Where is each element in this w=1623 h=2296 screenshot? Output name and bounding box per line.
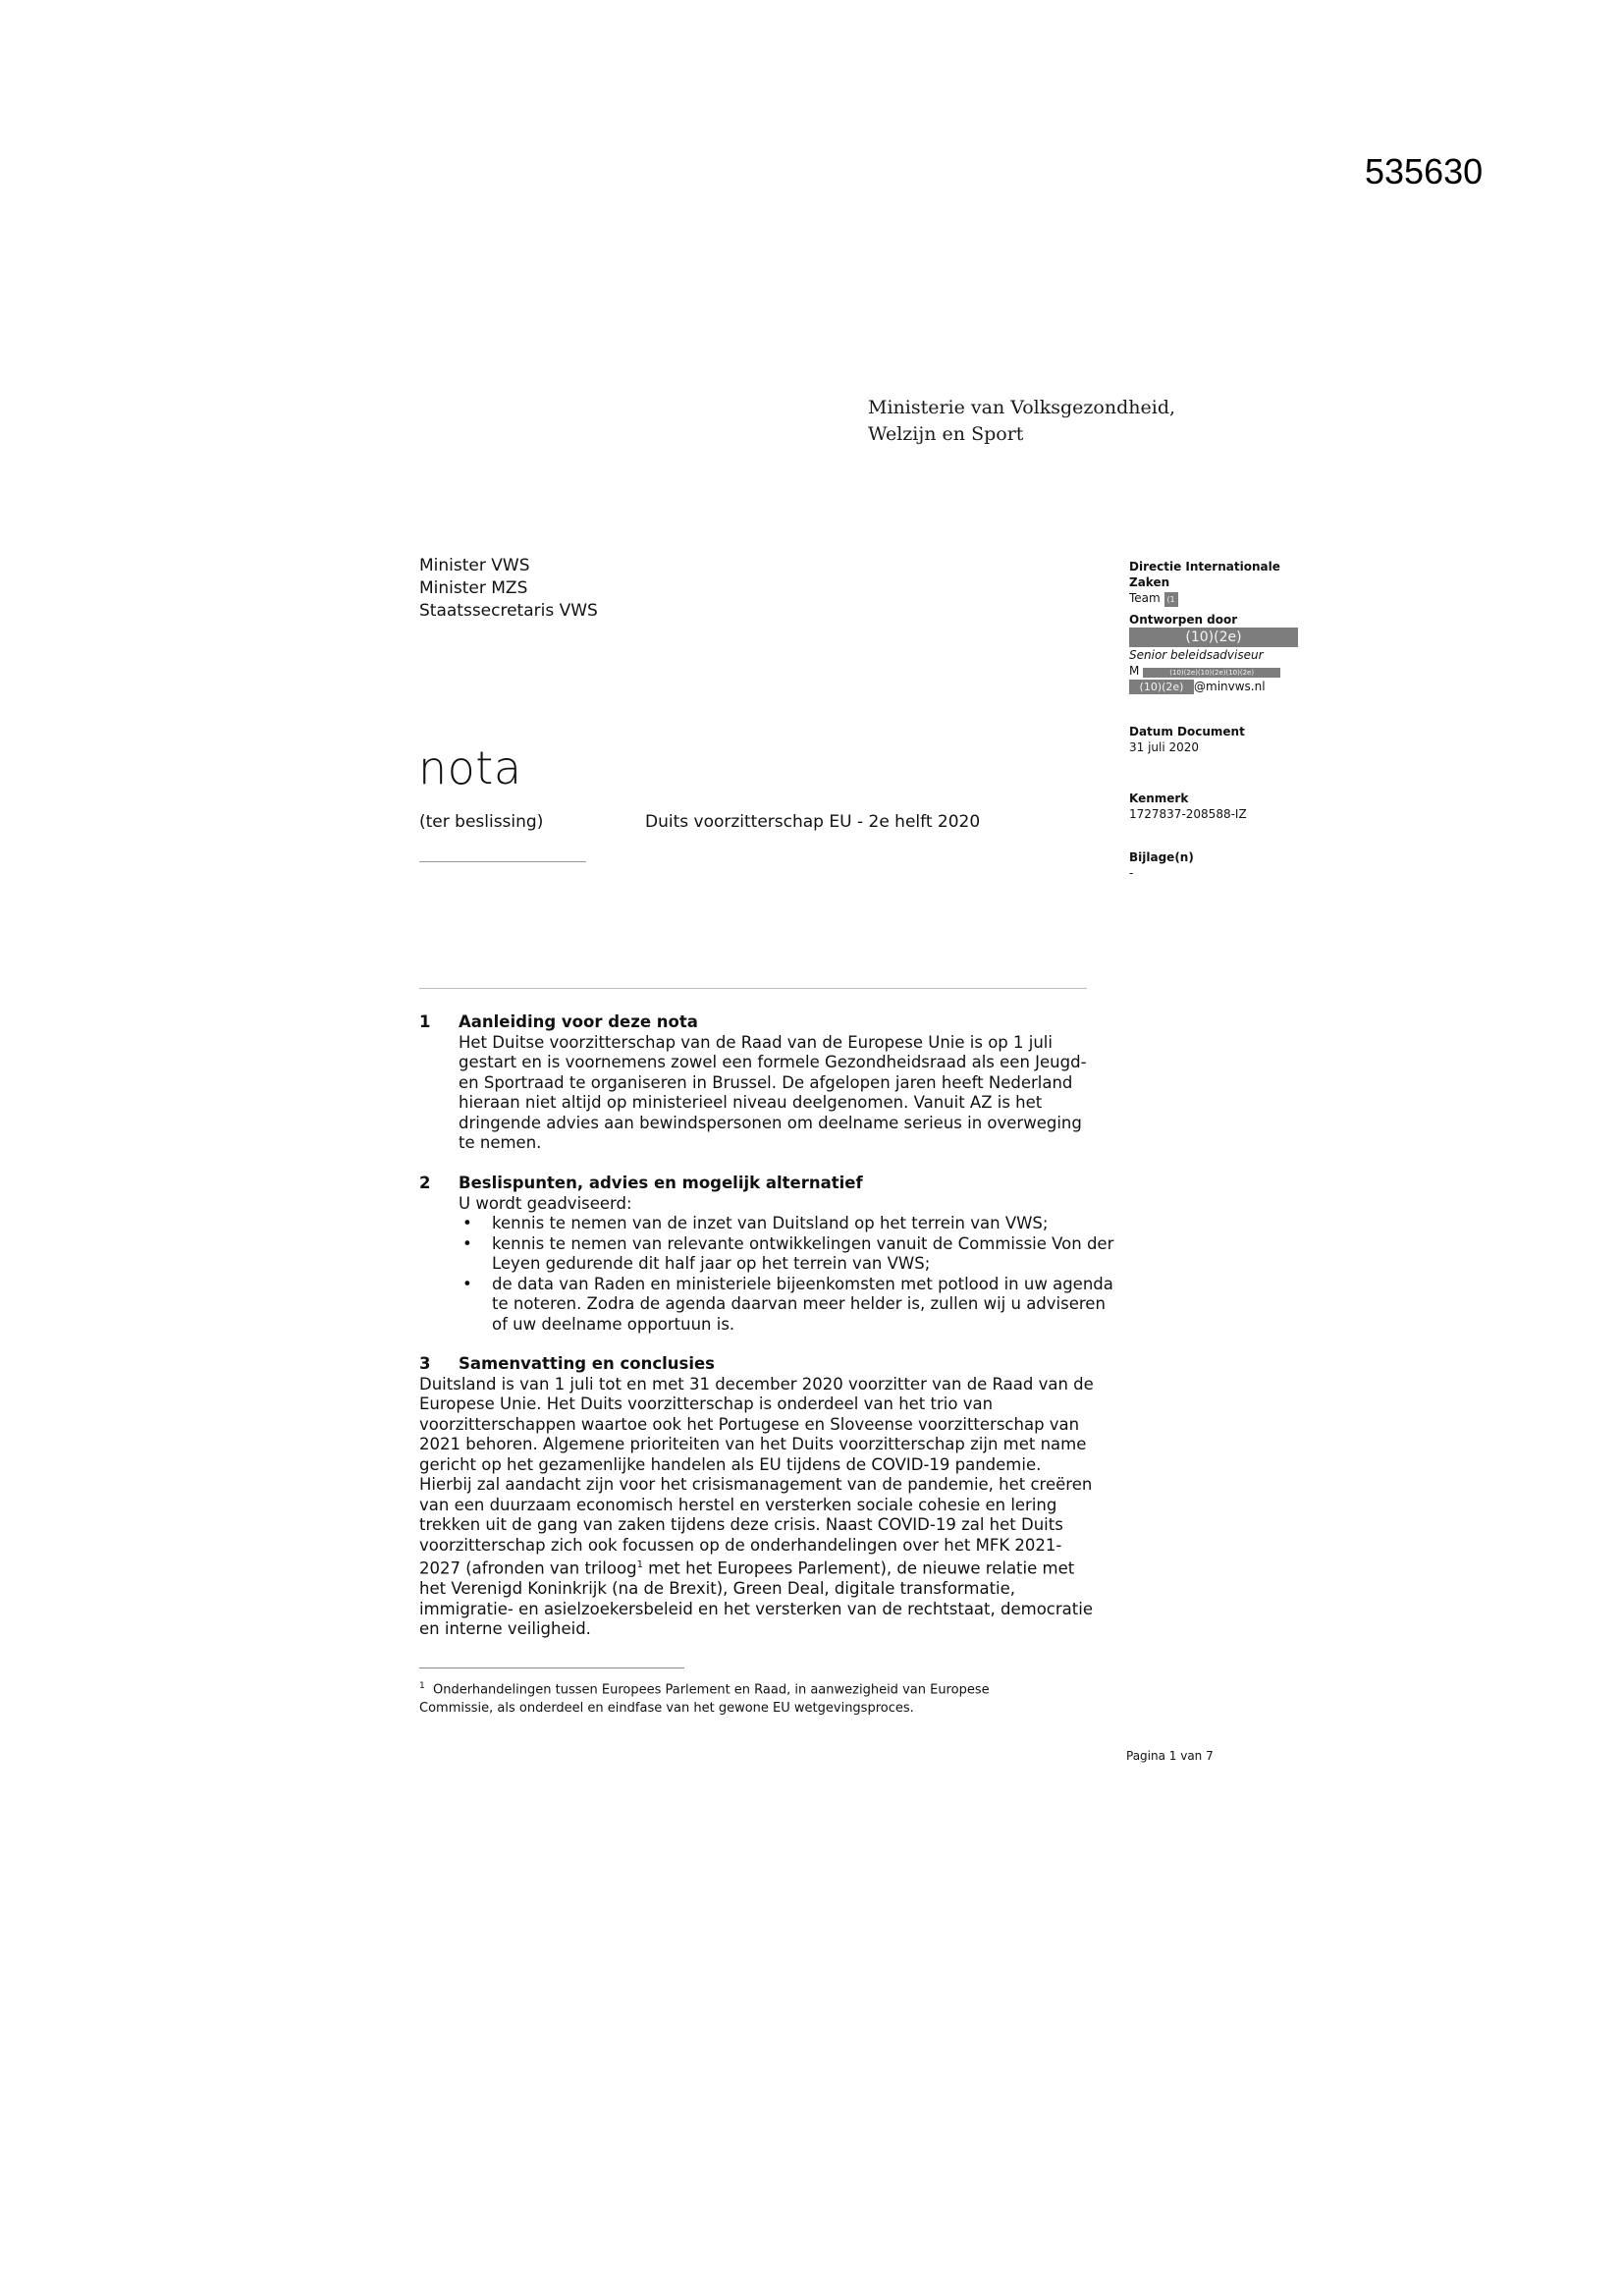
section-body	[459, 1194, 1116, 1336]
footnote-line	[419, 1677, 1107, 1699]
role-label: Senior beleidsadviseur	[1129, 648, 1264, 662]
reference-label: Kenmerk	[1129, 792, 1189, 805]
list-item: • kennis te nemen van de inzet van Duitsland op het terrein van VWS;	[492, 1214, 1116, 1234]
section-number: 1	[419, 1012, 431, 1031]
divider	[419, 861, 586, 862]
ministry-logo-text	[868, 395, 1175, 448]
footnote-divider	[419, 1667, 684, 1668]
text-line: Europese Unie. Het Duits voorzitterschap is onderdeel van het trio van	[419, 1394, 994, 1413]
recipient: Minister VWS	[419, 556, 530, 575]
recipient: Staatssecretaris VWS	[419, 601, 598, 621]
redaction-box: (1	[1164, 592, 1178, 607]
text-line: het Verenigd Koninkrijk (na de Brexit), Green Deal, digitale transformatie,	[419, 1579, 1016, 1598]
team-line	[1129, 590, 1298, 607]
text-line: en interne veiligheid.	[419, 1619, 591, 1638]
ministry-line-1: Ministerie van Volksgezondheid,	[868, 397, 1176, 418]
annex-value: -	[1129, 866, 1134, 880]
text-line: Het Duitse voorzitterschap van de Raad van de Europese Unie is op 1 juli	[459, 1032, 1053, 1052]
section-heading	[419, 1012, 1116, 1033]
text-fragment: met het Europees Parlement), de nieuwe relatie met	[642, 1558, 1075, 1578]
section-heading	[419, 1354, 1116, 1375]
list-item: • de data van Raden en ministeriele bijeenkomsten met potlood in uw agenda te noteren. Zodra de agenda daarvan meer helder is, zullen wij u adviseren of uw deelname opportuun is.	[492, 1275, 1116, 1336]
recipients-block	[419, 555, 598, 623]
section-title: Aanleiding voor deze nota	[459, 1012, 698, 1031]
section-body	[419, 1375, 1116, 1640]
text-line: dringende advies aan bewindspersonen om deelname serieus in overweging	[459, 1113, 1082, 1132]
text-line: voorzitterschappen waartoe ook het Portugese en Sloveense voorzitterschap van	[419, 1414, 1080, 1434]
text-line: immigratie- en asielzoekersbeleid en het versterken van de rechtstaat, democratie	[419, 1599, 1093, 1618]
divider	[419, 988, 1087, 989]
team-label: Team	[1129, 591, 1161, 605]
text-line: 2021 behoren. Algemene prioriteiten van het Duits voorzitterschap zijn met name	[419, 1435, 1087, 1453]
date-label: Datum Document	[1129, 725, 1245, 738]
text-line: te nemen.	[459, 1133, 542, 1152]
phone-line	[1129, 663, 1298, 679]
text-line: gestart en is voornemens zowel een formele Gezondheidsraad als een Jeugd-	[459, 1053, 1087, 1071]
email-line	[1129, 679, 1298, 694]
redaction-box: (10)(2e)	[1129, 628, 1298, 647]
annex-label: Bijlage(n)	[1129, 850, 1194, 864]
recipient: Minister MZS	[419, 578, 528, 598]
document-title: nota	[418, 741, 522, 794]
section-body	[459, 1033, 1116, 1154]
advice-list	[459, 1214, 1116, 1335]
footnote-reference[interactable]: 1	[636, 1559, 643, 1570]
reference-value: 1727837-208588-IZ	[1129, 807, 1247, 821]
footnote-mark: 1	[419, 1681, 425, 1691]
ministry-line-2: Welzijn en Sport	[868, 423, 1024, 445]
sidebar-annex	[1129, 849, 1194, 881]
date-value: 31 juli 2020	[1129, 740, 1200, 754]
section-2	[419, 1174, 1116, 1335]
redaction-box: (10)(2e)	[1129, 680, 1194, 694]
document-number: 535630	[1365, 151, 1484, 191]
text-fragment: 2027 (afronden van triloog	[419, 1558, 637, 1578]
page-indicator: Pagina 1 van 7	[1126, 1749, 1214, 1763]
footnote-line: Commissie, als onderdeel en eindfase van het gewone EU wetgevingsproces.	[419, 1701, 914, 1717]
text-line: van een duurzaam economisch herstel en versterken sociale cohesie en lering	[419, 1495, 1057, 1514]
text-line: voorzitterschap zich ook focussen op de onderhandelingen over het MFK 2021-	[419, 1535, 1062, 1555]
section-title: Samenvatting en conclusies	[459, 1354, 715, 1373]
sidebar-reference	[1129, 791, 1247, 822]
footnote-text: Onderhandelingen tussen Europees Parlement en Raad, in aanwezigheid van Europese	[433, 1682, 990, 1698]
section-number: 3	[419, 1354, 431, 1373]
section-number: 2	[419, 1174, 431, 1192]
text-line: trekken uit de gang van zaken tijdens deze crisis. Naast COVID-19 zal het Duits	[419, 1515, 1063, 1534]
section-title: Beslispunten, advies en mogelijk alternatief	[459, 1174, 863, 1192]
sidebar-date	[1129, 724, 1245, 755]
department-line-1: Directie Internationale	[1129, 560, 1280, 574]
drafted-label: Ontworpen door	[1129, 613, 1238, 627]
department-line-2: Zaken	[1129, 575, 1170, 589]
footnote	[419, 1677, 1107, 1718]
list-item: • kennis te nemen van relevante ontwikkelingen vanuit de Commissie Von der Leyen gedurende dit half jaar op het terrein van VWS;	[492, 1234, 1116, 1275]
text-line	[419, 1556, 1116, 1579]
section-heading	[419, 1174, 1116, 1194]
advice-intro: U wordt geadviseerd:	[459, 1193, 632, 1213]
text-line: gericht op het gezamenlijke handelen als EU tijdens de COVID-19 pandemie.	[419, 1454, 1042, 1474]
email-suffix: @minvws.nl	[1194, 680, 1266, 693]
text-line: Hierbij zal aandacht zijn voor het crisismanagement van de pandemie, het creëren	[419, 1475, 1093, 1494]
section-1	[419, 1012, 1116, 1154]
section-3	[419, 1354, 1116, 1640]
document-type: (ter beslissing)	[419, 812, 544, 832]
text-line: Duitsland is van 1 juli tot en met 31 december 2020 voorzitter van de Raad van de	[419, 1374, 1094, 1394]
phone-label: M	[1129, 664, 1140, 678]
text-line: en Sportraad te organiseren in Brussel. De afgelopen jaren heeft Nederland	[459, 1072, 1073, 1092]
sidebar-department	[1129, 559, 1298, 694]
text-line: hieraan niet altijd op ministerieel niveau deelgenomen. Vanuit AZ is het	[459, 1093, 1043, 1112]
redaction-box: (10)(2e)(10)(2e)(10)(2e)	[1143, 668, 1280, 678]
document-subject: Duits voorzitterschap EU - 2e helft 2020	[645, 812, 981, 832]
